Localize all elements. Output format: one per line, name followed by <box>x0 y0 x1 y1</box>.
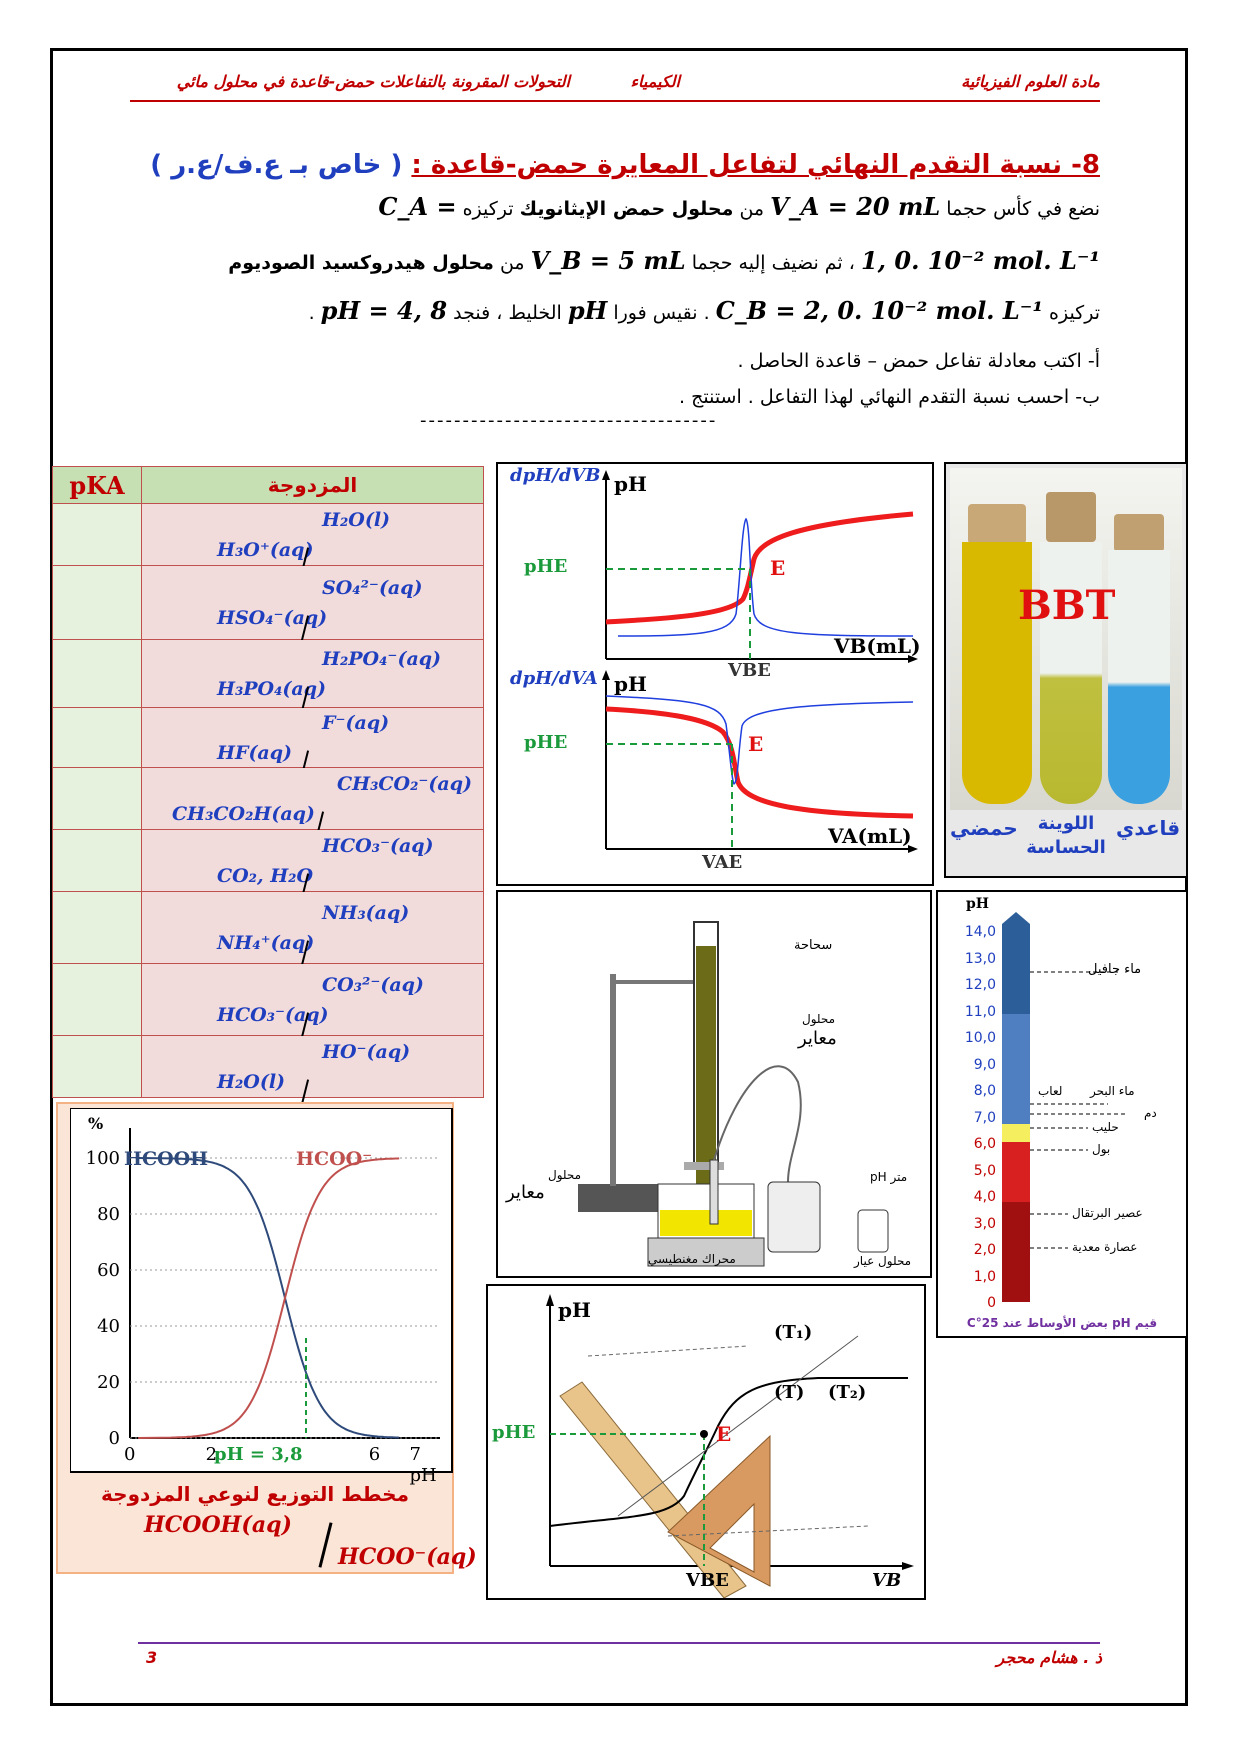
label-basic: قاعدي <box>1116 816 1181 840</box>
ph-tick-label: 10,0 <box>964 1030 996 1046</box>
text: محلول هيدروكسيد الصوديوم <box>228 252 494 274</box>
ph-tick-label: 3,0 <box>973 1215 996 1232</box>
base: HCO₃⁻(aq) <box>322 834 434 857</box>
ph-tick-label: 14,0 <box>964 924 996 940</box>
dist-caption: مخطط التوزيع لنوعي المزدوجة <box>101 1482 409 1506</box>
math-cb: C_B = 2, 0. 10⁻² mol. L⁻¹ <box>715 296 1043 325</box>
indicator-photo <box>944 462 1188 878</box>
label-titrated-small: محلول <box>548 1168 582 1182</box>
stand-base <box>578 1184 668 1212</box>
phe-label-top: pHE <box>524 556 568 577</box>
y-tick-label: 100 <box>85 1148 120 1169</box>
section-title <box>150 150 1100 180</box>
x-tick-label: 2 <box>205 1444 218 1465</box>
buffer-bottle <box>858 1210 888 1252</box>
pka-cell <box>53 1036 142 1098</box>
e-label-top: E <box>770 556 786 580</box>
pka-cell <box>53 504 142 566</box>
e-label-bottom: E <box>748 732 764 756</box>
pka-cell <box>53 708 142 768</box>
math-ph-value: pH = 4, 8 <box>320 296 448 325</box>
couple-cell <box>142 1036 484 1098</box>
text: ، ثم نضيف إليه حجما <box>691 252 855 274</box>
ph-meter <box>768 1182 820 1252</box>
label-orange: عصير البرتقال <box>1072 1206 1143 1220</box>
beaker-solution <box>660 1210 752 1236</box>
page-number: 3 <box>146 1648 158 1667</box>
tangent-method-box <box>486 1284 926 1600</box>
label-urine: بول <box>1092 1142 1111 1156</box>
text: الخليط ، فنجد <box>453 302 562 324</box>
acid: H₂O(l) <box>217 1070 286 1093</box>
base: NH₃(aq) <box>322 901 410 924</box>
question-b: ب- احسب نسبة التقدم النهائي لهذا التفاعل . استنتج . <box>679 386 1100 408</box>
label-titrated: معاير <box>506 1182 545 1203</box>
x-tick-label: 0 <box>124 1444 136 1465</box>
math-vb: V_B = 5 mL <box>530 246 686 275</box>
ph-tick-label: 12,0 <box>964 977 996 993</box>
couple-cell <box>142 708 484 768</box>
label-acid: حمضي <box>950 816 1018 840</box>
label-gastric: عصارة معدية <box>1072 1240 1138 1254</box>
label-t2: (T₂) <box>828 1382 867 1403</box>
acid: HSO₄⁻(aq) <box>217 606 328 629</box>
veq-label: VBE <box>686 1570 729 1591</box>
label-burette: سحاحة <box>794 938 833 953</box>
ph-tick-label: 2,0 <box>973 1242 996 1258</box>
couple-slash <box>318 1522 332 1567</box>
arrow <box>546 1294 554 1306</box>
text: . <box>308 302 315 324</box>
cork <box>968 504 1026 544</box>
arrow <box>902 1562 914 1570</box>
th-couple: المزدوجة <box>142 467 484 504</box>
bbt-label: BBT <box>1018 582 1116 629</box>
label-milk: حليب <box>1092 1120 1119 1134</box>
couple-base: HCOO⁻(aq) <box>338 1544 477 1570</box>
scale-band-dark-red <box>1002 1202 1030 1302</box>
label-buffer: محلول عيار <box>854 1254 912 1268</box>
ph-tick-label: 9,0 <box>973 1056 996 1073</box>
base: HO⁻(aq) <box>322 1040 411 1063</box>
y-tick-label: 0 <box>108 1428 120 1449</box>
ph-scale-caption: قيم pH بعض الأوساط عند 25°C <box>966 1316 1158 1330</box>
label-titrant-small: محلول <box>802 1012 836 1026</box>
electrode <box>710 1160 718 1224</box>
y-tick-label: 60 <box>97 1260 120 1281</box>
exercise-line-2 <box>228 246 1100 275</box>
ph-tick-label: 4,0 <box>973 1189 996 1205</box>
tube-basic <box>1108 550 1170 804</box>
deriv-label-bottom: dpH/dVA <box>510 668 598 689</box>
y-unit: % <box>88 1114 104 1133</box>
pka-cell <box>53 830 142 892</box>
acid: H₃O⁺(aq) <box>217 538 314 561</box>
ph-tick-label: 6,0 <box>973 1136 996 1152</box>
label-t: (T) <box>774 1382 805 1403</box>
exercise-line-3 <box>309 296 1100 325</box>
ph-tick-label: 11,0 <box>964 1003 996 1020</box>
ph-scale-box <box>936 890 1188 1338</box>
y-label: pH <box>558 1298 591 1322</box>
pka-cell <box>53 892 142 964</box>
scale-band-blue <box>1002 1014 1030 1124</box>
th-pka: pKA <box>53 467 142 504</box>
arrow <box>602 470 610 480</box>
scale-band-yellow <box>1002 1124 1030 1142</box>
base: H₂O(l) <box>322 508 391 531</box>
text: نضع في كأس حجما <box>946 198 1100 220</box>
acid: NH₄⁺(aq) <box>217 931 315 954</box>
x-tick-label: 7 pH <box>409 1444 437 1486</box>
e-label: E <box>716 1422 732 1446</box>
acid: HCO₃⁻(aq) <box>217 1003 329 1026</box>
veq-label-bottom: VAE <box>702 852 743 873</box>
couple-cell <box>142 768 484 830</box>
y-tick-label: 80 <box>97 1204 120 1225</box>
acid: CH₃CO₂H(aq) <box>172 802 315 825</box>
y-label-top: pH <box>614 472 647 496</box>
text: تركيزه <box>1049 302 1100 324</box>
ph-curve-top <box>606 514 913 622</box>
acid: CO₂, H₂O <box>217 864 314 887</box>
ph-tick-label: 5,0 <box>973 1162 996 1179</box>
base: H₂PO₄⁻(aq) <box>322 647 442 670</box>
couple-cell <box>142 892 484 964</box>
section-title-text: 8- نسبة التقدم النهائي لتفاعل المعايرة حمض-قاعدة : <box>411 150 1100 180</box>
text: من <box>739 198 765 220</box>
ph-tick-label: 13,0 <box>964 950 996 967</box>
ph-curve-bottom <box>606 709 913 816</box>
ph-tick-label: 1,0 <box>973 1268 996 1285</box>
pka-cell <box>53 768 142 830</box>
label-saliva: لعاب <box>1038 1084 1063 1098</box>
phe-label-bottom: pHE <box>524 732 568 753</box>
base: SO₄²⁻(aq) <box>322 576 423 599</box>
text: محلول حمض الإيثانويك <box>519 198 734 220</box>
label-hcoo: HCOO⁻ <box>296 1148 373 1170</box>
x-label-top: VB(mL) <box>834 634 921 658</box>
label-bleach: ماء جافيل <box>1088 962 1142 977</box>
cable <box>714 1066 801 1182</box>
math-va: V_A = 20 mL <box>770 192 941 221</box>
scale-arrow <box>1002 912 1030 924</box>
label-phmeter: pH متر <box>870 1170 908 1184</box>
exercise-line-1 <box>378 192 1100 221</box>
couple-cell <box>142 504 484 566</box>
x-label-bottom: VA(mL) <box>828 824 912 848</box>
deriv-label-top: dpH/dVB <box>510 465 601 486</box>
pka-cell <box>53 566 142 640</box>
distribution-box <box>56 1102 477 1574</box>
header-branch: الكيمياء <box>630 72 680 91</box>
text: تركيزه <box>462 198 514 220</box>
label-hcooh: HCOOH <box>124 1148 209 1170</box>
cork <box>1046 492 1096 542</box>
author: ذ . هشام محجر <box>996 1648 1102 1667</box>
answer-dashes: ----------------------------------- <box>420 410 718 431</box>
ph-scale-title: pH <box>966 896 990 912</box>
burette-solution <box>696 946 716 1156</box>
base: CH₃CO₂⁻(aq) <box>337 772 472 795</box>
header-rule <box>130 100 1100 102</box>
section-tag: ( خاص بـ ع.ف/ع.ر ) <box>150 150 403 180</box>
acid: H₃PO₄(aq) <box>217 677 327 700</box>
math-ca: C_A = <box>378 192 457 221</box>
veq-label-top: VBE <box>728 660 771 681</box>
clamp <box>610 980 700 984</box>
header-subject: مادة العلوم الفيزيائية <box>961 72 1100 91</box>
label-seawater: ماء البحر <box>1090 1084 1135 1098</box>
pka-table <box>52 466 484 1098</box>
label-stirrer: محراك مغنطيسي <box>648 1252 736 1266</box>
base: F⁻(aq) <box>322 711 390 734</box>
scale-band-dark-blue <box>1002 924 1030 1014</box>
titration-curves <box>496 462 934 886</box>
math-ph: pH <box>567 296 608 325</box>
ph-tick-label: 8,0 <box>973 1083 996 1099</box>
footer-rule <box>138 1642 1100 1644</box>
titration-setup <box>496 890 932 1278</box>
point-e <box>700 1430 708 1438</box>
text: . نقيس فورا <box>613 302 710 324</box>
y-tick-label: 20 <box>97 1372 120 1393</box>
setup-svg <box>498 892 930 1276</box>
ph-tick-label: 0 <box>987 1295 996 1311</box>
base: CO₃²⁻(aq) <box>322 973 424 996</box>
label-sensitive: اللوينة الحساسة <box>1026 813 1106 858</box>
question-a: أ- اكتب معادلة تفاعل حمض – قاعدة الحاصل . <box>737 350 1100 372</box>
couple-cell <box>142 640 484 708</box>
couple-acid: HCOOH(aq) <box>144 1512 292 1538</box>
pka-cell <box>53 640 142 708</box>
y-tick-label: 40 <box>97 1316 120 1337</box>
y-label-bottom: pH <box>614 672 647 696</box>
cork <box>1114 514 1164 552</box>
text: من <box>499 252 525 274</box>
label-titrant: معاير <box>798 1028 837 1049</box>
header-unit: التحولات المقرونة بالتفاعلات حمض-قاعدة في محلول مائي <box>176 72 570 91</box>
label-blood: دم <box>1144 1106 1157 1120</box>
arrow <box>602 670 610 680</box>
acid: HF(aq) <box>217 741 293 764</box>
pka-cell <box>53 964 142 1036</box>
scale-band-red <box>1002 1142 1030 1202</box>
x-tick-label: 6 <box>368 1444 381 1465</box>
couple-cell <box>142 566 484 640</box>
couple-cell <box>142 964 484 1036</box>
phe-label: pHE <box>492 1422 536 1443</box>
math-ca-value: 1, 0. 10⁻² mol. L⁻¹ <box>860 246 1100 275</box>
stand-rod <box>610 974 616 1186</box>
x-label: VB <box>872 1570 902 1591</box>
pka-label: pH = 3,8 <box>214 1444 303 1465</box>
tangent-svg <box>488 1286 924 1598</box>
couple-cell <box>142 830 484 892</box>
tangent-t1 <box>588 1346 748 1356</box>
ph-tick-label: 7,0 <box>973 1109 996 1126</box>
label-t1: (T₁) <box>774 1322 813 1343</box>
